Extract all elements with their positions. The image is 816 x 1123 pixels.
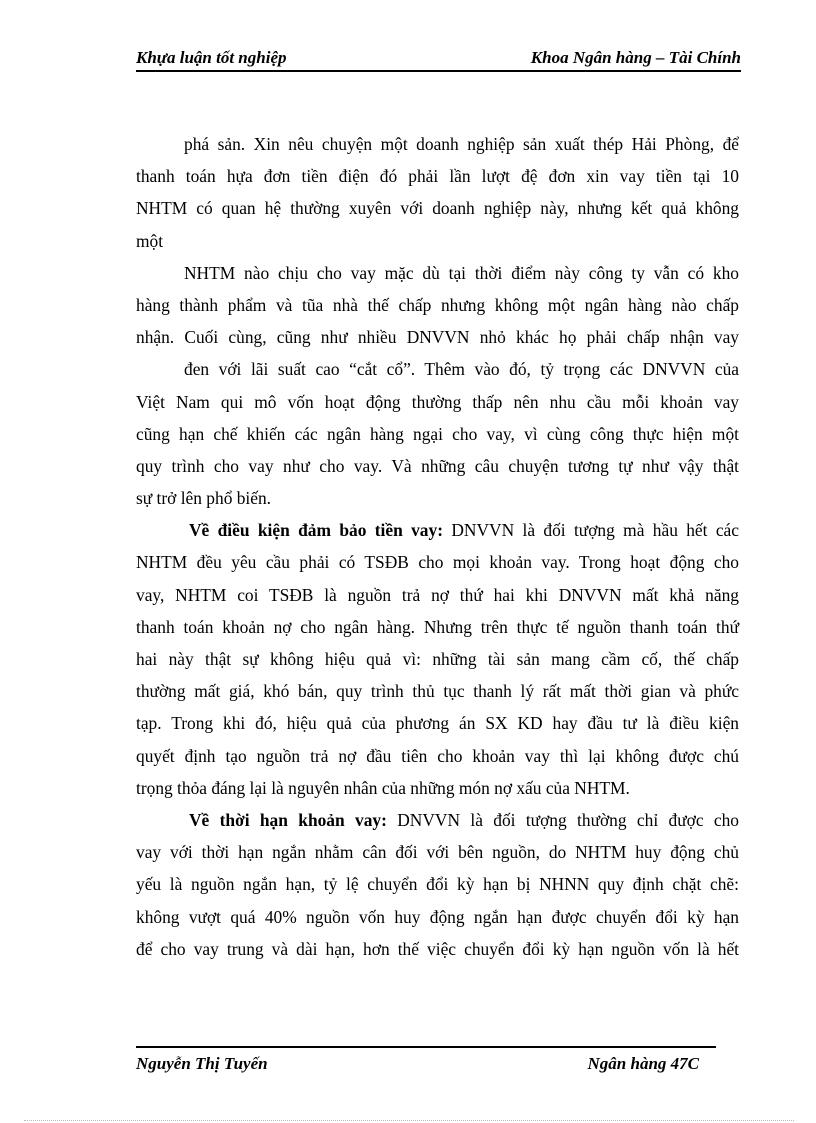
body-text xyxy=(136,128,739,965)
text-line: thanh toán khoản nợ cho ngân hàng. Nhưng trên thực tế nguồn thanh toán thứ xyxy=(136,616,739,637)
text-line: một xyxy=(136,230,164,251)
paragraph-collateral xyxy=(136,514,739,546)
text-line: trọng thỏa đáng lại là nguyên nhân của những món nợ xấu của NHTM. xyxy=(136,777,630,798)
text-line: quy trình cho vay như cho vay. Và những câu chuyện tương tự như vậy thật xyxy=(136,455,739,476)
text-line: Việt Nam qui mô vốn hoạt động thường thấp nên nhu cầu mỗi khoản vay xyxy=(136,391,739,412)
text-line: hai này thật sự không hiệu quả vì: những tài sản mang cầm cố, thế chấp xyxy=(136,649,739,669)
text-line: hàng thành phẩm và tũa nhà thế chấp nhưng không một ngân hàng nào chấp xyxy=(136,294,739,315)
text-line: vay với thời hạn ngắn nhằm cân đối với bên nguồn, do NHTM huy động chủ xyxy=(136,842,739,863)
text-line: yếu là nguồn ngắn hạn, tỷ lệ chuyển đổi kỳ hạn bị NHNN quy định chặt chẽ: xyxy=(136,874,739,895)
text-line: cũng hạn chế khiến các ngân hàng ngại cho vay, vì cùng công thực hiện một xyxy=(136,423,739,444)
text-line: phá sản. Xin nêu chuyện một doanh nghiệp sản xuất thép Hải Phòng, để xyxy=(184,134,739,154)
page-header xyxy=(136,48,741,72)
heading-collateral: Về điều kiện đảm bảo tiền vay: xyxy=(189,520,443,541)
footer-divider xyxy=(136,1046,716,1048)
text-line: tạp. Trong khi đó, hiệu quả của phương án SX KD hay đầu tư là điều kiện xyxy=(136,713,739,734)
text-line: DNVVN là đối tượng thường chỉ được cho xyxy=(386,809,739,830)
page-footer xyxy=(136,1054,699,1076)
header-thesis-title: Khựa luận tốt nghiệp xyxy=(136,48,287,67)
text-line: NHTM đều yêu cầu phải có TSĐB cho mọi khoản vay. Trong hoạt động cho xyxy=(136,552,739,573)
text-line: NHTM nào chịu cho vay mặc dù tại thời điểm này công ty vẫn có kho xyxy=(184,262,739,283)
paragraph-loan-term xyxy=(136,804,739,836)
text-line: quyết định tạo nguồn trả nợ đầu tiên cho khoản vay thì lại không được chú xyxy=(136,745,739,766)
text-line: thường mất giá, khó bán, quy trình thủ tục thanh lý rất mất thời gian và phức xyxy=(136,681,739,702)
footer-author: Nguyễn Thị Tuyến xyxy=(136,1054,268,1073)
text-line: nhận. Cuối cùng, cũng như nhiều DNVVN nhỏ khác họ phải chấp nhận vay xyxy=(136,327,739,348)
heading-loan-term: Về thời hạn khoản vay: xyxy=(189,809,387,830)
header-faculty: Khoa Ngân hàng – Tài Chính xyxy=(530,48,741,67)
text-line: đen với lãi suất cao “cắt cổ”. Thêm vào đó, tỷ trọng các DNVVN của xyxy=(184,359,739,380)
text-line: để cho vay trung và dài hạn, hơn thế việc chuyển đổi kỳ hạn nguồn vốn là hết xyxy=(136,938,739,959)
footer-class: Ngân hàng 47C xyxy=(587,1054,699,1073)
page-bottom-border xyxy=(24,1120,794,1121)
text-line: không vượt quá 40% nguồn vốn huy động ngắn hạn được chuyển đổi kỳ hạn xyxy=(136,906,739,927)
text-line: NHTM có quan hệ thường xuyên với doanh nghiệp này, nhưng kết quả không xyxy=(136,198,739,219)
text-line: thanh toán hựa đơn tiền điện đó phải lần lượt đệ đơn xin vay tiền tại 10 xyxy=(136,166,739,187)
text-line: DNVVN là đối tượng mà hầu hết các xyxy=(443,520,739,541)
text-line: sự trở lên phổ biến. xyxy=(136,488,272,509)
text-line: vay, NHTM coi TSĐB là nguồn trả nợ thứ hai khi DNVVN mất khả năng xyxy=(136,584,739,605)
